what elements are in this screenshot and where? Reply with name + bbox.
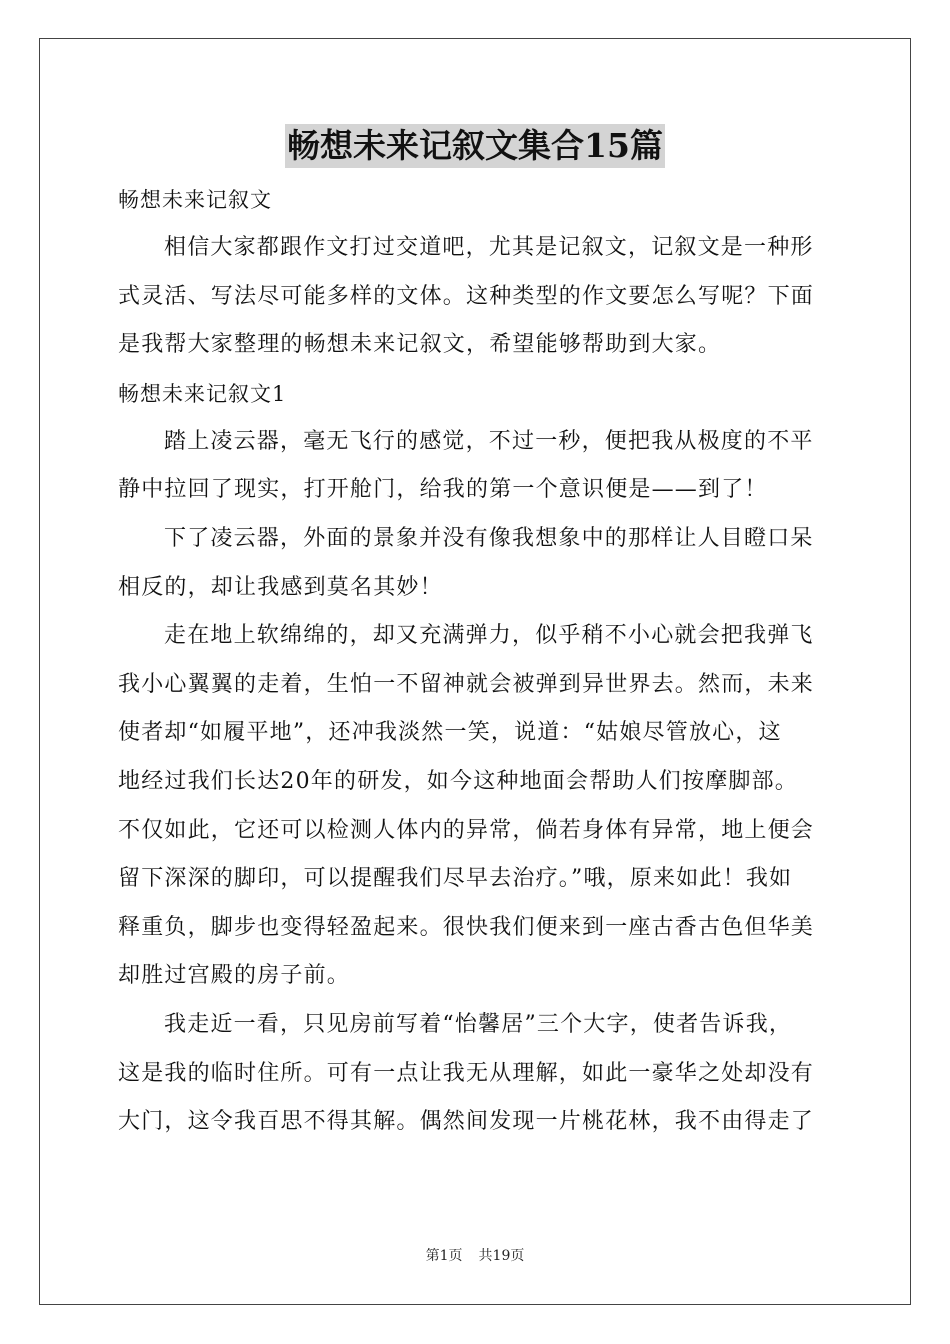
page-footer [0,1246,950,1266]
text-line: 相反的，却让我感到莫名其妙！ [118,574,443,600]
document-title: 畅想未来记叙文集合15篇 [285,124,665,168]
page-total: 共19页 [478,1248,525,1264]
section-heading: 畅想未来记叙文1 [118,381,287,406]
text-line: 走在地上软绵绵的，却又充满弹力，似乎稍不小心就会把我弹飞 [164,623,814,649]
text-line: 我走近一看，只见房前写着“怡馨居”三个大字，使者告诉我， [164,1011,793,1037]
title-container [0,124,950,168]
text-line: 踏上凌云器，毫无飞行的感觉，不过一秒，便把我从极度的不平 [164,428,814,454]
text-line: 静中拉回了现实，打开舱门，给我的第一个意识便是——到了！ [118,477,768,503]
text-line: 我小心翼翼的走着，生怕一不留神就会被弹到异世界去。然而，未来 [118,671,815,697]
text-line: 大门，这令我百思不得其解。偶然间发现一片桃花林，我不由得走了 [118,1109,815,1135]
page-number: 第1页 [425,1248,463,1264]
text-line: 下了凌云器，外面的景象并没有像我想象中的那样让人目瞪口呆 [164,525,814,551]
section-heading: 畅想未来记叙文 [118,188,272,212]
text-line: 留下深深的脚印，可以提醒我们尽早去治疗。”哦，原来如此！我如 [118,866,793,892]
text-line: 却胜过宫殿的房子前。 [118,963,351,989]
text-line: 不仅如此，它还可以检测人体内的异常，倘若身体有异常，地上便会 [118,817,815,843]
text-line: 地经过我们长达20年的研发，如今这种地面会帮助人们按摩脚部。 [118,768,798,794]
document-body [118,176,834,1147]
text-line: 相信大家都跟作文打过交道吧，尤其是记叙文，记叙文是一种形 [164,235,814,260]
text-line: 使者却“如履平地”，还冲我淡然一笑，说道：“姑娘尽管放心，这 [118,720,782,746]
text-line: 是我帮大家整理的畅想未来记叙文，希望能够帮助到大家。 [118,332,722,358]
text-line: 这是我的临时住所。可有一点让我无从理解，如此一豪华之处却没有 [118,1060,815,1086]
text-line: 式灵活、写法尽可能多样的文体。这种类型的作文要怎么写呢？下面 [118,283,815,309]
text-line: 释重负，脚步也变得轻盈起来。很快我们便来到一座古香古色但华美 [118,914,815,940]
